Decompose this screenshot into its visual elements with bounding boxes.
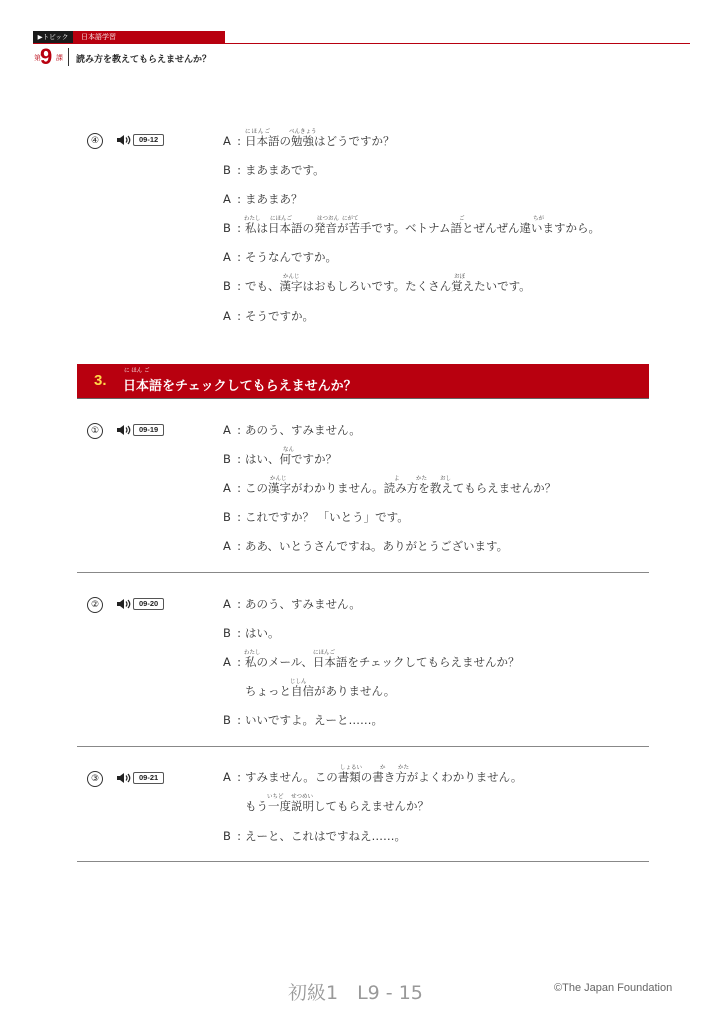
ruby: にほんご <box>245 129 272 135</box>
dialogue-line: A : そうなんですか。 <box>223 250 337 264</box>
ruby: にがて <box>342 216 359 222</box>
dialogue-number: ③ <box>87 771 103 787</box>
speaker-icon <box>116 134 132 146</box>
speaker-icon <box>116 424 132 436</box>
section-title: 日本語をチェックしてもらえませんか？ <box>123 379 357 394</box>
ruby: べんきょう <box>289 129 317 135</box>
lesson-title: 読み方を教えてもらえませんか？ <box>76 55 212 65</box>
dialogue-line: A : すみません。この書類の書き方がよくわかりません。 <box>223 770 523 784</box>
ruby: いちど <box>267 794 284 800</box>
audio-track-code: 09-21 <box>133 772 164 784</box>
divider <box>77 746 649 747</box>
topic-tag: ▶トピック <box>33 31 73 43</box>
dialogue-line: ちょっと自信がありません。 <box>245 684 396 698</box>
dialogue-line: A : あのう、すみません。 <box>223 597 361 611</box>
ruby: にほんご <box>270 216 293 222</box>
ruby: か <box>380 765 386 771</box>
ruby: わたし <box>244 650 261 656</box>
divider <box>77 572 649 573</box>
ruby: かた <box>398 765 410 771</box>
audio-track-code: 09-19 <box>133 424 164 436</box>
dialogue-line: B : はい。 <box>223 626 280 640</box>
audio-button[interactable] <box>116 772 164 784</box>
lesson-separator <box>68 48 69 66</box>
dialogue-line: B : でも、漢字はおもしろいです。たくさん覚えたいです。 <box>223 279 531 293</box>
lesson-suffix: 課 <box>56 54 63 62</box>
ruby: おし <box>440 476 452 482</box>
lesson-number: 9 <box>40 44 53 69</box>
ruby: よ <box>394 476 400 482</box>
dialogue-line: B : 私は日本語の発音が苦手です。ベトナム語とぜんぜん違いますから。 <box>223 221 601 235</box>
section-title-ruby: に ほん ご <box>124 368 150 374</box>
dialogue-line: A : あのう、すみません。 <box>223 423 361 437</box>
divider <box>77 398 649 399</box>
dialogue-line: A : ああ、いとうさんですね。ありがとうございます。 <box>223 539 509 553</box>
audio-button[interactable] <box>116 598 164 610</box>
dialogue-line: A : まあまあ？ <box>223 192 303 206</box>
copyright: ©The Japan Foundation <box>554 982 673 994</box>
ruby: なん <box>283 447 295 453</box>
dialogue-number: ④ <box>87 133 103 149</box>
dialogue-line: A : 日本語の勉強はどうですか？ <box>223 134 395 148</box>
speaker-icon <box>116 598 132 610</box>
dialogue-line: B : これですか？ 「いとう」です。 <box>223 510 409 524</box>
ruby: おぼ <box>454 274 466 280</box>
section-number: 3. <box>94 372 107 389</box>
dialogue-number: ② <box>87 597 103 613</box>
ruby: わたし <box>244 216 261 222</box>
page-number: 初級1 L9 - 15 <box>288 982 423 1004</box>
ruby: かた <box>416 476 428 482</box>
divider <box>77 861 649 862</box>
ruby: せつめい <box>291 794 314 800</box>
header-rule <box>33 43 690 44</box>
ruby: しょるい <box>340 765 363 771</box>
speaker-icon <box>116 772 132 784</box>
audio-button[interactable] <box>116 134 164 146</box>
ruby: ちが <box>533 216 545 222</box>
ruby: かんじ <box>283 274 300 280</box>
dialogue-line: もう一度説明してもらえませんか？ <box>245 799 429 813</box>
ruby: はつおん <box>317 216 340 222</box>
dialogue-line: B : えーと、これはですねえ……。 <box>223 829 406 843</box>
dialogue-line: B : はい、何ですか？ <box>223 452 337 466</box>
ruby: にほんご <box>313 650 336 656</box>
audio-track-code: 09-12 <box>133 134 164 146</box>
dialogue-number: ① <box>87 423 103 439</box>
dialogue-line: A : 私のメール、日本語をチェックしてもらえませんか？ <box>223 655 520 669</box>
ruby: ご <box>459 216 465 222</box>
dialogue-line: A : この漢字がわかりません。読み方を教えてもらえませんか？ <box>223 481 557 495</box>
lesson-prefix: 第 <box>34 54 41 62</box>
dialogue-line: B : いいですよ。えーと……。 <box>223 713 383 727</box>
ruby: かんじ <box>270 476 287 482</box>
audio-track-code: 09-20 <box>133 598 164 610</box>
audio-button[interactable] <box>116 424 164 436</box>
dialogue-line: B : まあまあです。 <box>223 163 325 177</box>
ruby: じしん <box>290 679 307 685</box>
topic-name: 日本語学習 <box>73 31 225 43</box>
dialogue-line: A : そうですか。 <box>223 309 314 323</box>
